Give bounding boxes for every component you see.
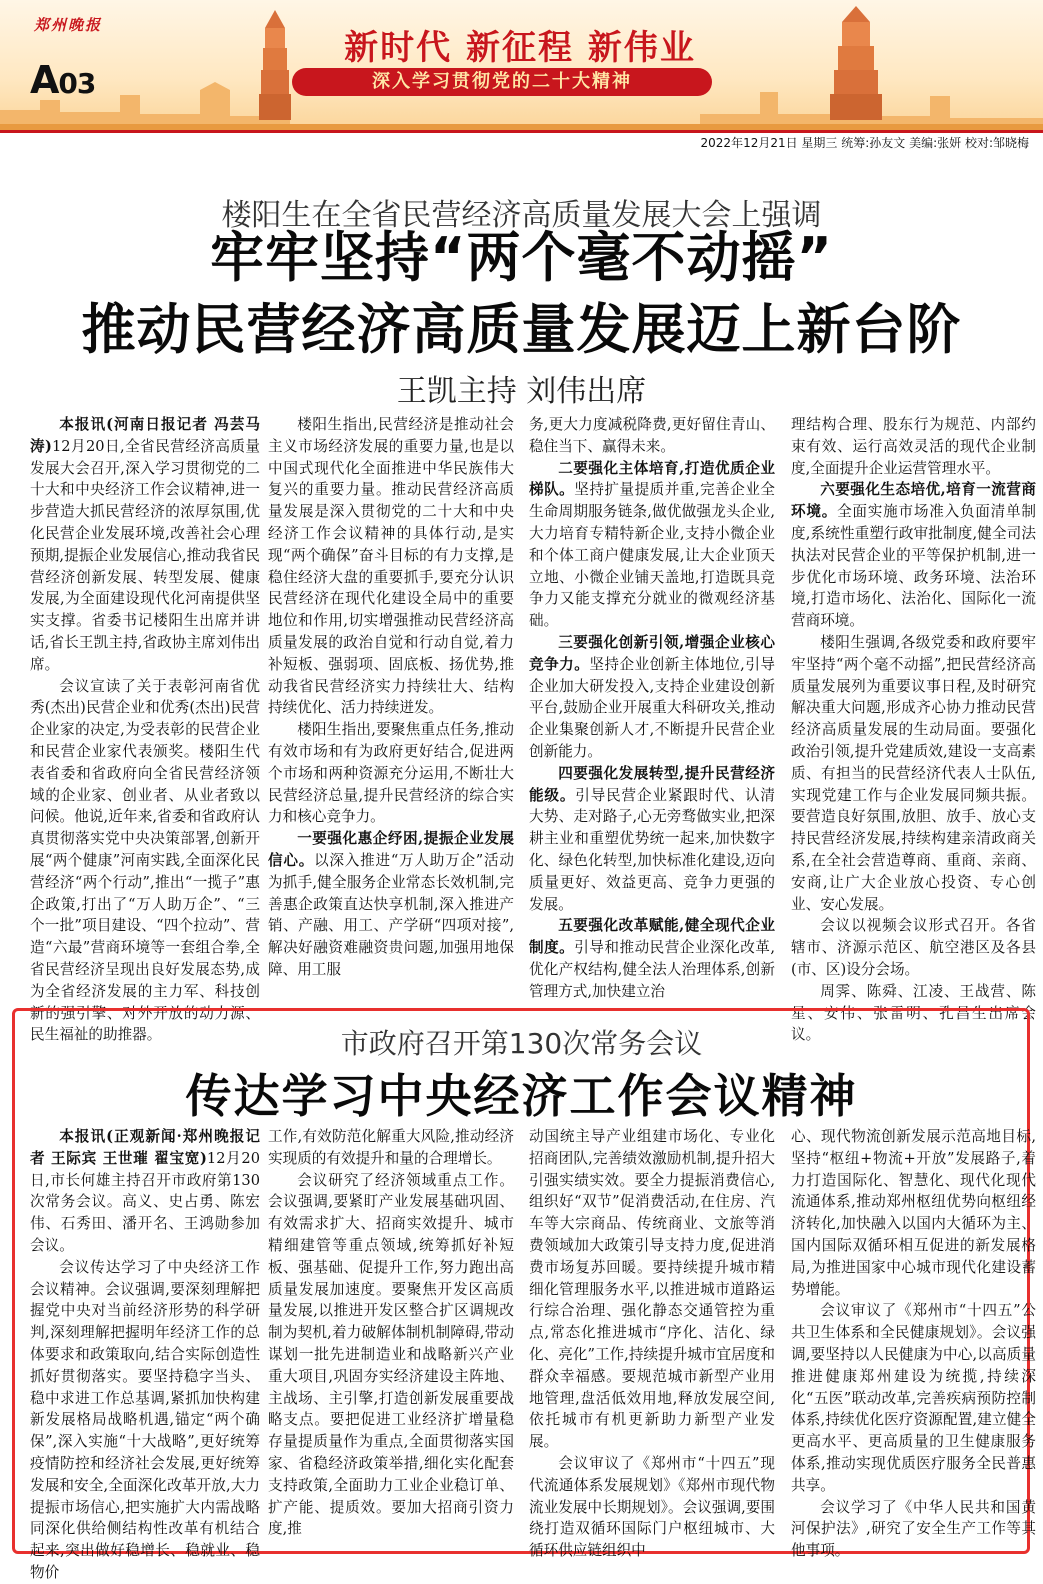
article2-column-4 bbox=[791, 1126, 1036, 1560]
page-number-prefix: A bbox=[30, 58, 59, 102]
article1-column-4 bbox=[791, 414, 1036, 1044]
page-number-value: 03 bbox=[58, 67, 96, 100]
paragraph bbox=[30, 1257, 260, 1584]
article1-column-1 bbox=[30, 414, 261, 1044]
paragraph bbox=[791, 1300, 1036, 1496]
paragraph-lead: 五要强化改革赋能,健全现代企业制度。 bbox=[529, 917, 775, 957]
paragraph-text: 以深入推进“万人助万企”活动为抓手,健全服务企业常态长效机制,完善惠企政策直达快享机制,深入推进产销、产融、用工、产学研“四项对接”,解决好融资难融资贵问题,加强用地保障、用工服 bbox=[268, 851, 514, 978]
paragraph-text: 务,更大力度减税降费,更好留住青山、稳住当下、赢得未来。 bbox=[529, 416, 775, 455]
paragraph bbox=[791, 632, 1036, 915]
paragraph-text: 引导民营企业紧跟时代、认清大势、走对路子,心无旁骛做实业,把深耕主业和重塑优势统一起来,加快数字化、绿色化转型,加快标准化建设,迈向质量更好、效益更高、竞争力更强的发展。 bbox=[529, 786, 775, 913]
slogan-subtitle: 深入学习贯彻党的二十大精神 bbox=[292, 68, 712, 96]
paragraph bbox=[268, 1170, 514, 1541]
paragraph bbox=[268, 1126, 514, 1170]
article1-byline: 王凯主持 刘伟出席 bbox=[396, 374, 647, 409]
paragraph-text: 会议研究了经济领域重点工作。会议强调,要紧盯产业发展基础巩固、有效需求扩大、招商实效提升、城市精细建管等重点领域,统筹抓好补短板、强基础、促提升工作,努力跑出高质量发展加速度。要聚焦开发区高质量发展,以推进开发区整合扩区调规改制为契机,着力破解体制机制障碍,带动谋划一批先进制造业和战略新兴产业重大项目,巩固夯实经济建设主阵地、主战场、主引擎,打造创新发展重要战略支点。要把促进工业经济扩增量稳存量提质量作为重点,全面贯彻落实国家、省稳经济政策举措,细化实化配套支持政策,全面助力工业企业稳订单、扩产能、提质效。要加大招商引资力度,推 bbox=[268, 1171, 514, 1538]
article1-column-2 bbox=[268, 414, 514, 999]
article1-headline-line2: 推动民营经济高质量发展迈上新台阶 bbox=[81, 298, 962, 361]
tower-illustration bbox=[826, 6, 886, 120]
tower-illustration bbox=[255, 10, 295, 120]
article2-kicker: 市政府召开第130次常务会议 bbox=[340, 1027, 703, 1060]
slogan-title: 新时代 新征程 新伟业 bbox=[344, 28, 696, 68]
article2-headline: 传达学习中央经济工作会议精神 bbox=[185, 1069, 858, 1123]
paragraph-text: 会议学习了《中华人民共和国黄河保护法》,研究了安全生产工作等其他事项。 bbox=[791, 1498, 1036, 1560]
paragraph-text: 楼阳生指出,民营经济是推动社会主义市场经济发展的重要力量,也是以中国式现代化全面推进中华民族伟大复兴的重要力量。推动民营经济高质量发展是深入贯彻党的二十大和中央经济工作会议精神的具体行动,是实现“两个确保”奋斗目标的有力支撑,是稳住经济大盘的重要抓手,要充分认识民营经济在现代化建设全局中的重要地位和作用,切实增强推动民营经济高质量发展的政治自觉和行动自觉,着力补短板、强弱项、固底板、扬优势,推动我省民营经济实力持续壮大、结构持续优化、活力持续迸发。 bbox=[268, 416, 514, 717]
paragraph-lead: 本报讯(河南日报记者 冯芸马涛) bbox=[30, 416, 260, 455]
paragraph-text: 心、现代物流创新发展示范高地目标,坚持“枢纽+物流+开放”发展路子,着力打造国际化、智慧化、现代化现代流通体系,推动郑州枢纽优势向枢纽经济转化,加快融入以国内大循环为主、国内国际双循环相互促进的新发展格局,为推进国家中心城市现代化建设蓄势增能。 bbox=[791, 1128, 1036, 1298]
paragraph-text: 全面实施市场准入负面清单制度,系统性重塑行政审批制度,健全司法执法对民营企业的平等保护机制,进一步优化市场环境、政务环境、法治环境,打造市场化、法治化、国际化一流营商环境。 bbox=[791, 503, 1036, 630]
paragraph bbox=[791, 479, 1036, 632]
paragraph bbox=[268, 828, 514, 981]
paragraph bbox=[30, 414, 260, 676]
paragraph bbox=[529, 763, 775, 916]
paragraph-text: 坚持扩量提质并重,完善企业全生命周期服务链条,做优做强龙头企业,大力培育专精特新企业,支持小微企业和个体工商户健康发展,让大企业顶天立地、小微企业铺天盖地,打造既具竞争力又能支撑充分就业的微观经济基础。 bbox=[529, 481, 775, 630]
paragraph-text: 12月20日,市长何雄主持召开市政府第130次常务会议。高义、史占勇、陈宏伟、石秀田、潘开名、王鸿勋参加会议。 bbox=[30, 1149, 260, 1254]
header-divider bbox=[0, 130, 1043, 133]
paragraph bbox=[529, 915, 775, 1002]
paragraph bbox=[529, 632, 775, 763]
paragraph-lead: 四要强化发展转型,提升民营经济能级。 bbox=[529, 764, 775, 804]
paragraph bbox=[30, 676, 260, 1047]
paragraph-lead: 一要强化惠企纾困,提振企业发展信心。 bbox=[268, 830, 514, 869]
paragraph bbox=[529, 1453, 775, 1562]
paragraph bbox=[529, 414, 775, 458]
article2-column-1 bbox=[30, 1126, 260, 1581]
paragraph bbox=[529, 458, 775, 632]
paragraph-text: 会议审议了《郑州市“十四五”现代流通体系发展规划》《郑州市现代物流业发展中长期规划》。会议强调,要围绕打造双循环国际门户枢纽城市、大循环供应链组织中 bbox=[529, 1454, 775, 1560]
paragraph-text: 会议审议了《郑州市“十四五”公共卫生体系和全民健康规划》。会议强调,要坚持以人民健康为中心,以高质量推进健康郑州建设为统揽,持续深化“五医”联动改革,完善疾病预防控制体系,持续优化医疗资源配置,建立健全更高水平、更高质量的卫生健康服务体系,推动实现优质医疗服务全民普惠共享。 bbox=[791, 1302, 1036, 1494]
paragraph-lead: 本报讯(正观新闻·郑州晚报记者 王际宾 王世璀 翟宝宽) bbox=[30, 1128, 260, 1167]
paragraph-text: 坚持企业创新主体地位,引导企业加大研发投入,支持企业建设创新平台,鼓励企业开展重大科研攻关,推动企业集聚创新人才,不断提升民营企业创新能力。 bbox=[529, 655, 775, 760]
article1-headline-line1: 牢牢坚持“两个毫不动摇” bbox=[210, 226, 833, 289]
masthead-logo: 郑州晚报 bbox=[34, 16, 103, 34]
paragraph-lead: 二要强化主体培育,打造优质企业梯队。 bbox=[529, 459, 775, 499]
paragraph bbox=[791, 1126, 1036, 1300]
paragraph-text: 楼阳生指出,要聚焦重点任务,推动有效市场和有为政府更好结合,促进两个市场和两种资源充分运用,不断壮大民营经济总量,提升民营经济的综合实力和核心竞争力。 bbox=[268, 721, 514, 826]
paragraph bbox=[268, 719, 514, 828]
paragraph bbox=[791, 414, 1036, 479]
article2-column-3 bbox=[529, 1126, 775, 1560]
paragraph-text: 周霁、陈舜、江凌、王战营、陈星、安伟、张雷明、孔昌生出席会议。 bbox=[791, 982, 1036, 1044]
paragraph bbox=[529, 1126, 775, 1453]
paragraph-text: 会议宣读了关于表彰河南省优秀(杰出)民营企业和优秀(杰出)民营企业家的决定,为受表彰的民营企业和民营企业家代表颁奖。楼阳生代表省委和省政府向全省民营经济领域的企业家、创业者、从业者致以问候。他说,近年来,省委和省政府认真贯彻落实党中央决策部署,创新开展“两个健康”河南实践,全面深化民营经济“两个行动”,推出“一揽子”惠企政策,打出了“万人助万企”、“三个一批”项目建设、“四个拉动”、营造“六最”营商环境等一套组合拳,全省民营经济呈现出良好发展态势,成为全省经济发展的主力军、科技创新的强引擎、对外开放的动力源、民生福祉的助推器。 bbox=[30, 677, 260, 1044]
page-banner bbox=[0, 0, 1043, 130]
paragraph-text: 理结构合理、股东行为规范、内部约束有效、运行高效灵活的现代企业制度,全面提升企业运营管理水平。 bbox=[791, 416, 1036, 477]
paragraph-lead: 六要强化生态培优,培育一流营商环境。 bbox=[791, 481, 1036, 521]
paragraph-text: 会议以视频会议形式召开。各省辖市、济源示范区、航空港区及各县(市、区)设分会场。 bbox=[791, 917, 1036, 978]
dateline: 2022年12月21日 星期三 统筹:孙友文 美编:张妍 校对:邹晓梅 bbox=[700, 136, 1029, 150]
paragraph bbox=[791, 1497, 1036, 1562]
paragraph-text: 12月20日,全省民营经济高质量发展大会召开,深入学习贯彻党的二十大和中央经济工作会议精神,进一步营造大抓民营经济的浓厚氛围,优化民营企业发展环境,改善社会心理预期,提振企业发展信心,推动我省民营经济创新发展、转型发展、健康发展,为全面建设现代化河南提供坚实支撑。省委书记楼阳生出席并讲话,省长王凯主持,省政协主席刘伟出席。 bbox=[30, 437, 261, 673]
paragraph-text: 楼阳生强调,各级党委和政府要牢牢坚持“两个毫不动摇”,把民营经济高质量发展列为重要议事日程,及时研究解决重大问题,形成齐心协力推动民营经济高质量发展的生动局面。要强化政治引领,提升党建质效,建设一支高素质、有担当的民营经济代表人士队伍,实现党建工作与企业发展同频共振。要营造良好氛围,放胆、放手、放心支持民营经济发展,持续构建亲清政商关系,在全社会营造尊商、重商、亲商、安商,让广大企业放心投资、专心创业、安心发展。 bbox=[791, 633, 1036, 913]
paragraph bbox=[30, 1126, 260, 1257]
paragraph-lead: 三要强化创新引领,增强企业核心竞争力。 bbox=[529, 633, 775, 673]
paragraph bbox=[268, 414, 514, 719]
page-number bbox=[30, 58, 95, 102]
paragraph-text: 引导和推动民营企业深化改革,优化产权结构,健全法人治理体系,创新管理方式,加快建立治 bbox=[529, 939, 775, 1000]
article1-kicker: 楼阳生在全省民营经济高质量发展大会上强调 bbox=[221, 198, 822, 233]
paragraph-text: 动国统主导产业组建市场化、专业化招商团队,完善绩效激励机制,提升招大引强实绩实效。要全力提振消费信心,组织好“双节”促消费活动,在住房、汽车等大宗商品、传统商业、文旅等消费领域加大政策引导支持力度,促进消费市场复苏回暖。要持续提升城市精细化管理服务水平,以推进城市道路运行综合治理、强化静态交通管控为重点,常态化推进城市“序化、洁化、绿化、亮化”工作,持续提升城市宜居度和群众幸福感。要规范城市新型产业用地管理,盘活低效用地,释放发展空间,依托城市有机更新助力新型产业发展。 bbox=[529, 1128, 775, 1451]
paragraph-text: 会议传达学习了中央经济工作会议精神。会议强调,要深刻理解把握党中央对当前经济形势的科学研判,深刻理解把握明年经济工作的总体要求和政策取向,结合实际创造性抓好贯彻落实。要坚持稳字当头、稳中求进工作总基调,紧抓加快构建新发展格局战略机遇,锚定“两个确保”,深入实施“十大战略”,更好统筹疫情防控和经济社会发展,更好统筹发展和安全,全面深化改革开放,大力提振市场信心,把实施扩大内需战略同深化供给侧结构性改革有机结合起来,突出做好稳增长、稳就业、稳物价 bbox=[30, 1258, 260, 1581]
article1-column-3 bbox=[529, 414, 775, 999]
article2-column-2 bbox=[268, 1126, 514, 1544]
paragraph-text: 工作,有效防范化解重大风险,推动经济实现质的有效提升和量的合理增长。 bbox=[268, 1128, 514, 1167]
paragraph bbox=[791, 915, 1036, 980]
